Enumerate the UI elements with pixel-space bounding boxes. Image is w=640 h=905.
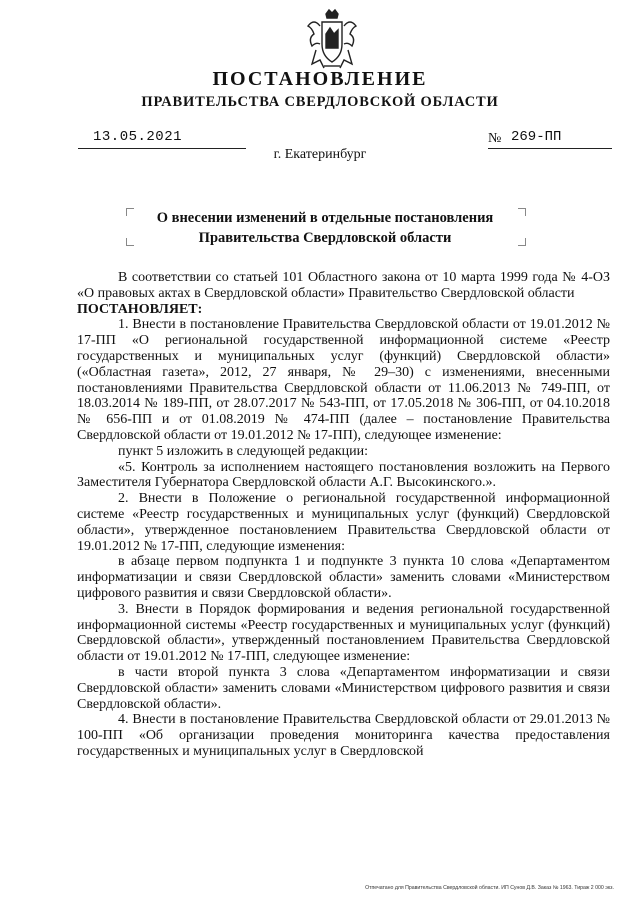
document-type-heading: ПОСТАНОВЛЕНИЕ (212, 68, 428, 90)
clause-3-change: в части второй пункта 3 слова «Департаментом информатизации и связи Свердловской области» заменить словами «Министерством цифрового развития и связи Свердловской области». (77, 664, 610, 712)
city-line: г. Екатеринбург (273, 147, 367, 162)
intro-paragraph: В соответствии со статьей 101 Областного закона от 10 марта 1999 года № 4-ОЗ «О правовых актах в Свердловской области» Правительство Свердловской области (77, 270, 610, 301)
document-title-line: Правительства Свердловской области (198, 230, 452, 246)
clause-1-instruction: пункт 5 изложить в следующей редакции: (118, 443, 368, 459)
issuer-heading: ПРАВИТЕЛЬСТВА СВЕРДЛОВСКОЙ ОБЛАСТИ (141, 94, 499, 110)
document-title-line: О внесении изменений в отдельные постановления (156, 210, 494, 226)
clause-3: 3. Внести в Порядок формирования и ведения региональной государственной информационной системы «Реестр государственных и муниципальных услуг (функций) Свердловской области», утвержденный постановлением Правительства Свердловской области от 19.01.2012 № 17-ПП, следующее изменение: (77, 601, 610, 665)
clause-2: 2. Внести в Положение о региональной государственной информационной системе «Реестр государственных и муниципальных услуг (функций) Свердловской области», утвержденное постановлением Правительства Свердловской области от 19.01.2012 № 17-ПП, следующие изменения: (77, 491, 610, 554)
document-title (130, 208, 520, 248)
document-body (77, 270, 610, 760)
decree-date: 13.05.2021 (93, 129, 183, 145)
clause-4: 4. Внести в постановление Правительства Свердловской области от 29.01.2013 № 100-ПП «Об организации проведения мониторинга качества предоставления государственных и муниципальных услуг в Свердловской (77, 712, 610, 759)
decree-word: ПОСТАНОВЛЯЕТ: (77, 301, 203, 317)
clause-2-change: в абзаце первом подпункта 1 и подпункте 3 пункта 10 слова «Департаментом информатизации и связи Свердловской области» заменить словами «Министерством цифрового развития и связи Свердловской области». (77, 554, 610, 601)
clause-1-new-text: «5. Контроль за исполнением настоящего постановления возложить на Первого Заместителя Губернатора Свердловской области А.Г. Высокинского.». (77, 459, 610, 491)
decree-number: 269-ПП (511, 129, 562, 145)
clause-1: 1. Внести в постановление Правительства Свердловской области от 19.01.2012 № 17-ПП «О региональной государственной информационной системе «Реестр государственных и муниципальных услуг (функций) Свердловской области» («Областная газета», 2012, 27 января, № 29–30) с изменениями, внесенными постановлениями Правительства Свердловской области от 11.06.2013 № 749-ПП, от 18.03.2014 № 189-ПП, от 28.07.2017 № 543-ПП, от 17.05.2018 № 306-ПП, от 04.10.2018 № 656-ПП и от 01.08.2019 № 474-ПП (далее – постановление Правительства Свердловской области от 19.01.2012 № 17-ПП), следующее изменение: (77, 317, 610, 443)
print-imprint: Отпечатано для Правительства Свердловской области. ИП Сунов Д.В. Заказ № 1963. Тираж 2 000 экз. (365, 885, 614, 891)
number-label: № (488, 131, 502, 146)
coat-of-arms-icon (302, 8, 362, 72)
